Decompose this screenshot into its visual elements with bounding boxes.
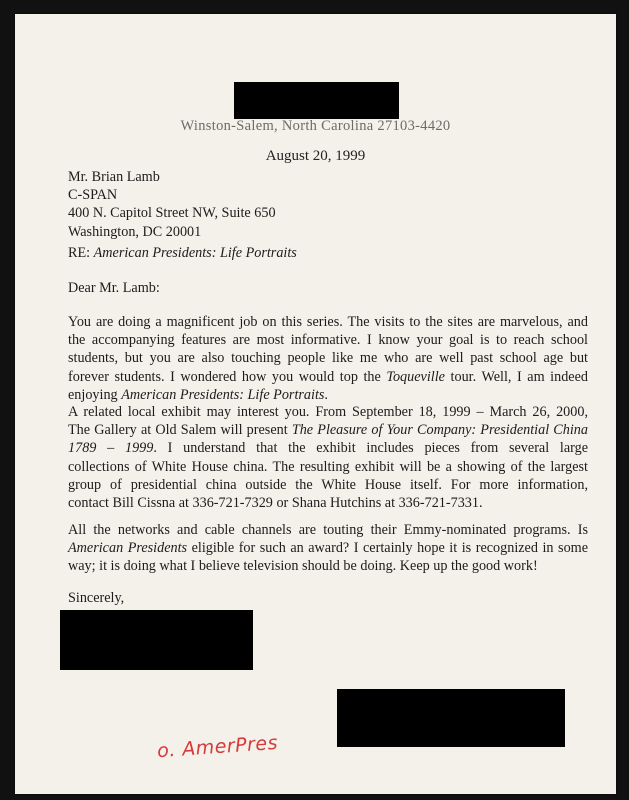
paragraph-2 <box>68 403 588 512</box>
letterhead-address: Winston-Salem, North Carolina 27103-4420 <box>180 118 451 134</box>
redacted-sender-name <box>234 82 399 119</box>
recipient-org: C-SPAN <box>68 187 118 204</box>
paragraph-3-line: way; it is doing what I believe television should be doing. Keep up the good work! <box>68 558 538 575</box>
recipient-name: Mr. Brian Lamb <box>68 169 160 185</box>
paragraph-1-line: forever students. I wondered how you would top the Toqueville tour. Well, I am indeed <box>68 368 588 385</box>
paragraph-3-line: All the networks and cable channels are touting their Emmy-nominated programs. Is <box>68 522 588 538</box>
subject-title: American Presidents: Life Portraits <box>93 245 297 261</box>
paragraph-1-line: You are doing a magnificent job on this series. The visits to the sites are marvelous, and <box>68 314 588 330</box>
paragraph-2-line: A related local exhibit may interest you. From September 18, 1999 – March 26, 2000, <box>68 404 588 420</box>
salutation: Dear Mr. Lamb: <box>68 280 160 296</box>
exhibit-years: 1789 – 1999 <box>68 440 154 457</box>
paragraph-1-line: students, but you are also touching people like me who are well past school age but <box>68 350 588 367</box>
paragraph-2-line: contact Bill Cissna at 336-721-7329 or Shana Hutchins at 336-721-7331. <box>68 495 483 512</box>
closing: Sincerely, <box>68 590 125 606</box>
subject-prefix: RE: <box>68 245 94 261</box>
recipient-street: 400 N. Capitol Street NW, Suite 650 <box>68 205 276 222</box>
paragraph-2-line: The Gallery at Old Salem will present The Pleasure of Your Company: Presidential China <box>68 422 588 439</box>
letter-page <box>15 14 616 794</box>
recipient-address <box>68 168 588 241</box>
series-short-title: American Presidents <box>68 540 188 557</box>
handwritten-note: o. AmerPres <box>156 731 279 763</box>
paragraph-2-line: group of presidential china outside the White House itself. For more information, <box>68 476 588 493</box>
paragraph-1-line: enjoying American Presidents: Life Portraits. <box>68 386 328 403</box>
paragraph-1 <box>68 313 588 404</box>
redacted-stamp <box>337 689 565 747</box>
exhibit-title: The Pleasure of Your Company: Presidential China <box>291 422 588 439</box>
series-title: American Presidents: Life Portraits <box>121 386 325 403</box>
paragraph-3 <box>68 521 588 576</box>
paragraph-1-line: the accompanying features are most informative. I know your goal is to reach school <box>68 332 588 349</box>
paragraph-2-line: collections of White House china. The resulting exhibit will be a showing of the largest <box>68 458 588 475</box>
recipient-city: Washington, DC 20001 <box>68 223 202 240</box>
paragraph-2-line: 1789 – 1999. I understand that the exhibit includes pieces from several large <box>68 440 589 457</box>
toqueville-title: Toqueville <box>386 368 445 385</box>
redacted-signature <box>60 610 253 670</box>
paragraph-3-line: American Presidents eligible for such an award? I certainly hope it is recognized in some <box>68 540 589 557</box>
letter-date: August 20, 1999 <box>265 148 366 164</box>
subject-line <box>68 244 588 262</box>
